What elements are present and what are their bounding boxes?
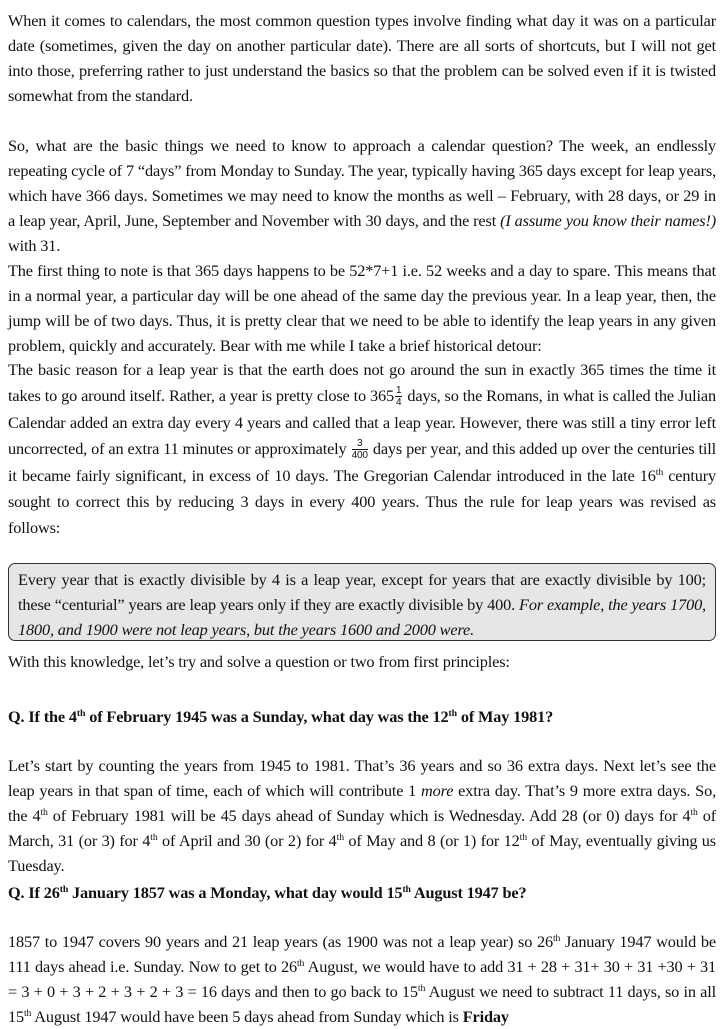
intro-paragraph: When it comes to calendars, the most common question types involve finding what day it was on a particular date (sometimes, given the day on another particular date). There are all sorts of shortcuts, but I will not get into those, preferring rather to just understand the basics so that the problem can be solved even if it is twisted somewhat from the standard. [8, 11, 716, 105]
fraction-numerator: 3 [352, 438, 368, 450]
ordinal-suffix: th [417, 983, 426, 995]
question-1 [8, 704, 553, 729]
a1-text-4: of March, 31 (or 3) for 4 [8, 806, 716, 850]
leap-reason-paragraph [8, 357, 716, 542]
a1-emphasis: more [421, 781, 454, 800]
q1-text-3: of May 1981? [456, 707, 554, 726]
a2-text-5: August 1947 would have been 5 days ahead from Sunday which is [31, 1007, 463, 1026]
a1-text: Let’s start by counting the years from 1945 to 1981. That’s 36 years and so 36 extra days. Next let’s see the leap years in that span of time, each of which will contribute 1 [8, 756, 716, 800]
reason-text-2: days, so the Romans, in what is called the Julian Calendar added an extra day every 4 years and called that a leap year. However, there was still a tiny error left uncorrected, of an extra 11 minutes or approximately [8, 386, 716, 459]
ordinal-suffix: th [655, 466, 664, 478]
ordinal-suffix: th [296, 958, 305, 970]
fraction-numerator: 1 [395, 385, 402, 397]
first-thing-paragraph: The first thing to note is that 365 days happens to be 52*7+1 i.e. 52 weeks and a day to spare. This means that in a normal year, a particular day will be one ahead of the same day the previous year. In a leap year, then, the jump will be of two days. Thus, it is pretty clear that we need to be able to identify the leap years in any given problem, quickly and accurately. Bear with me while I take a brief historical detour: [8, 261, 716, 355]
q2-text: Q. If 26 [8, 883, 60, 902]
q2-text-2: January 1857 was a Monday, what day would 15 [68, 883, 403, 902]
a2-text-3: August, we would have to add 31 + 28 + 31+ 30 + 31 +30 + 31 = 3 + 0 + 3 + 2 + 3 + 2 + 3 = 16 days and then to go back to 15 [8, 957, 717, 1001]
a2-text: 1857 to 1947 covers 90 years and 21 leap years (as 1900 was not a leap year) so 26 [8, 932, 553, 951]
ordinal-suffix: th [448, 708, 457, 720]
a1-text-3: of February 1981 will be 45 days ahead of Sunday which is Wednesday. Add 28 (or 0) days for 4 [47, 806, 691, 825]
fraction-three-over-400 [352, 438, 368, 461]
answer-1 [8, 753, 716, 878]
basics-aside: (I assume you know their names!) [500, 211, 716, 230]
ordinal-suffix: th [519, 832, 527, 844]
ordinal-suffix: th [552, 933, 561, 945]
a1-text-5: of April and 30 (or 2) for 4 [157, 831, 337, 850]
basics-paragraph [8, 133, 716, 258]
q2-text-3: August 1947 be? [410, 883, 527, 902]
a2-text-4: August we need to subtract 11 days, so in all 15 [8, 982, 716, 1026]
ordinal-suffix: th [690, 807, 698, 819]
ordinal-suffix: th [402, 884, 411, 896]
rule-text: Every year that is exactly divisible by 4 is a leap year, except for years that are exactly divisible by 100; these “centurial” years are leap years only if they are exactly divisible by 400. [18, 570, 706, 614]
answer-final-day: Friday [462, 1007, 509, 1026]
ordinal-suffix: th [23, 1008, 32, 1020]
answer-2 [8, 929, 716, 1029]
leap-year-rule [18, 567, 706, 642]
a1-text-7: of May, eventually giving us Tuesday. [8, 831, 716, 875]
ordinal-suffix: th [59, 884, 69, 896]
q1-text-2: of February 1945 was a Sunday, what day was the 12 [85, 707, 449, 726]
leap-year-rule-box [8, 563, 716, 641]
ordinal-suffix: th [76, 708, 86, 720]
q1-text: Q. If the 4 [8, 707, 77, 726]
ordinal-suffix: th [336, 832, 344, 844]
reason-text-4: century sought to correct this by reducing 3 days in every 400 years. Thus the rule for leap years was revised as follows: [8, 465, 716, 538]
ordinal-suffix: th [40, 807, 48, 819]
fraction-one-quarter [395, 385, 402, 408]
fraction-denominator: 4 [395, 397, 402, 409]
basics-text: So, what are the basic things we need to know to approach a calendar question? The week, an endlessly repeating cycle of 7 “days” from Monday to Sunday. The year, typically having 365 days except for leap years, which have 366 days. Sometimes we may need to know the months as well – February, with 28 days, or 29 in a leap year, April, June, September and November with 30 days, and the rest [8, 136, 716, 230]
transition-paragraph: With this knowledge, let’s try and solve a question or two from first principles: [8, 652, 510, 671]
rule-example: For example, the years 1700, 1800, and 1900 were not leap years, but the years 1600 and 2000 were. [18, 595, 706, 639]
reason-text: The basic reason for a leap year is that the earth does not go around the sun in exactly 365 times the time it takes to go around itself. Rather, a year is pretty close to 365 [8, 360, 716, 406]
ordinal-suffix: th [150, 832, 158, 844]
fraction-denominator: 400 [351, 449, 368, 461]
question-2 [8, 880, 527, 905]
basics-text-end: with 31. [8, 236, 61, 255]
reason-text-3: days per year, and this added up over the centuries till it became fairly significant, in excess of 10 days. The Gregorian Calendar introduced in the late 16 [8, 439, 716, 485]
a2-text-2: January 1947 would be 111 days ahead i.e. Sunday. Now to get to 26 [8, 932, 716, 976]
a1-text-6: of May and 8 (or 1) for 12 [343, 831, 520, 850]
a1-text-2: extra day. That’s 9 more extra days. So, the 4 [8, 781, 716, 825]
